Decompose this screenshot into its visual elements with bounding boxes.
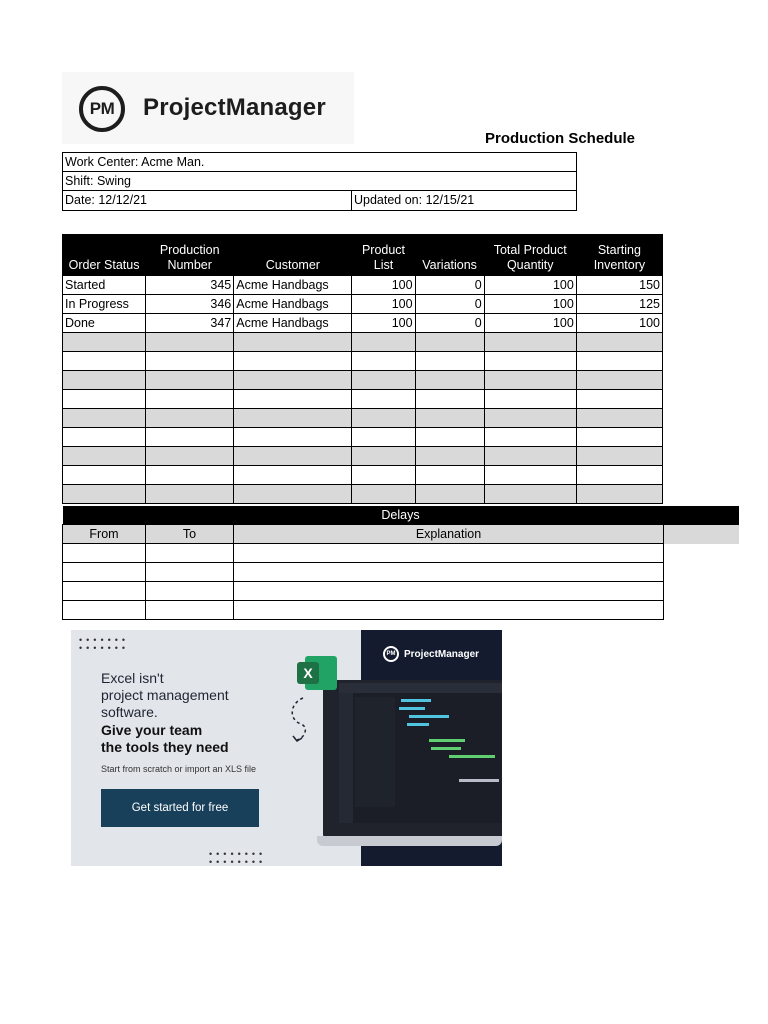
header-starting-inventory: Starting Inventory <box>576 235 662 276</box>
cell-empty[interactable] <box>484 428 576 447</box>
delays-cell[interactable] <box>63 563 146 582</box>
cell-empty[interactable] <box>576 409 662 428</box>
gantt-screenshot <box>339 683 502 823</box>
cell-empty[interactable] <box>484 333 576 352</box>
pm-logo-icon: PM <box>79 86 125 132</box>
table-row <box>63 314 663 333</box>
shift-cell[interactable] <box>62 171 577 191</box>
excel-icon <box>295 654 339 692</box>
cell-empty[interactable] <box>146 333 234 352</box>
cell-empty[interactable] <box>484 447 576 466</box>
cell-empty[interactable] <box>352 466 415 485</box>
cell-empty[interactable] <box>352 352 415 371</box>
cell-empty[interactable] <box>576 352 662 371</box>
table-row-empty <box>63 409 663 428</box>
cell-empty[interactable] <box>63 371 146 390</box>
delays-cell[interactable] <box>146 582 234 601</box>
delays-filler <box>664 582 739 601</box>
cell-empty[interactable] <box>234 352 352 371</box>
cell-empty[interactable] <box>146 447 234 466</box>
delays-cell[interactable] <box>63 582 146 601</box>
cell-empty[interactable] <box>234 333 352 352</box>
cell-empty[interactable] <box>415 352 484 371</box>
table-row-empty <box>63 390 663 409</box>
cell-customer[interactable]: Acme Handbags <box>234 314 352 333</box>
cell-empty[interactable] <box>352 447 415 466</box>
date-cell[interactable] <box>62 190 352 211</box>
banner-brand-name: ProjectManager <box>404 648 480 660</box>
delays-cell[interactable] <box>146 601 234 620</box>
delays-row <box>63 582 739 601</box>
cell-empty[interactable] <box>576 428 662 447</box>
delays-row <box>63 563 739 582</box>
promo-banner[interactable] <box>71 630 502 866</box>
delays-table <box>62 506 739 620</box>
cell-starting-inventory[interactable]: 125 <box>576 295 662 314</box>
delays-header-to: To <box>146 525 234 544</box>
table-row-empty <box>63 333 663 352</box>
cell-empty[interactable] <box>234 409 352 428</box>
cell-empty[interactable] <box>352 333 415 352</box>
svg-text:X: X <box>303 665 313 681</box>
cell-empty[interactable] <box>146 371 234 390</box>
cell-empty[interactable] <box>415 466 484 485</box>
header-order-status: Order Status <box>63 235 146 276</box>
cell-empty[interactable] <box>352 371 415 390</box>
cell-empty[interactable] <box>146 466 234 485</box>
dots-decoration: •••••••• •••••••• <box>209 849 267 866</box>
cell-empty[interactable] <box>234 485 352 504</box>
cell-empty[interactable] <box>63 447 146 466</box>
cell-variations[interactable]: 0 <box>415 314 484 333</box>
banner-line-2: project management <box>101 687 229 703</box>
table-row-empty <box>63 352 663 371</box>
cell-customer[interactable]: Acme Handbags <box>234 295 352 314</box>
cell-empty[interactable] <box>234 466 352 485</box>
cell-empty[interactable] <box>146 390 234 409</box>
table-row-empty <box>63 485 663 504</box>
table-row-empty <box>63 447 663 466</box>
cell-empty[interactable] <box>484 352 576 371</box>
cell-production-number[interactable]: 345 <box>146 276 234 295</box>
cell-product-list[interactable]: 100 <box>352 314 415 333</box>
banner-subtext: Start from scratch or import an XLS file <box>101 764 257 774</box>
laptop-base <box>317 836 502 846</box>
cell-empty[interactable] <box>576 333 662 352</box>
delays-cell[interactable] <box>146 544 234 563</box>
cell-empty[interactable] <box>146 485 234 504</box>
cell-empty[interactable] <box>484 466 576 485</box>
work-center-cell[interactable] <box>62 152 577 172</box>
banner-tagline <box>101 722 229 756</box>
delays-header-from: From <box>63 525 146 544</box>
header-variations: Variations <box>415 235 484 276</box>
cell-status[interactable]: Started <box>63 276 146 295</box>
cell-empty[interactable] <box>234 371 352 390</box>
cell-empty[interactable] <box>63 390 146 409</box>
delays-cell[interactable] <box>234 563 664 582</box>
production-table <box>62 234 663 504</box>
arrow-decoration <box>285 694 315 744</box>
header-customer: Customer <box>234 235 352 276</box>
table-row-empty <box>63 428 663 447</box>
cell-empty[interactable] <box>146 409 234 428</box>
table-row <box>63 295 663 314</box>
updated-text: Updated on: 12/15/21 <box>354 193 475 207</box>
cell-product-list[interactable]: 100 <box>352 295 415 314</box>
shift-text: Shift: Swing <box>65 174 132 188</box>
table-row-empty <box>63 371 663 390</box>
delays-cell[interactable] <box>234 582 664 601</box>
cell-customer[interactable]: Acme Handbags <box>234 276 352 295</box>
cell-empty[interactable] <box>234 390 352 409</box>
delays-cell[interactable] <box>146 563 234 582</box>
cell-empty[interactable] <box>576 371 662 390</box>
cell-starting-inventory[interactable]: 100 <box>576 314 662 333</box>
production-header-row <box>63 235 663 276</box>
cell-total-quantity[interactable]: 100 <box>484 314 576 333</box>
cell-status[interactable]: Done <box>63 314 146 333</box>
delays-filler <box>664 544 739 563</box>
cell-empty[interactable] <box>63 352 146 371</box>
cell-empty[interactable] <box>484 485 576 504</box>
cell-product-list[interactable]: 100 <box>352 276 415 295</box>
delays-header-explanation: Explanation <box>234 525 664 544</box>
cell-empty[interactable] <box>146 352 234 371</box>
banner-headline <box>101 670 229 721</box>
banner-bold-2: the tools they need <box>101 739 229 755</box>
get-started-button[interactable]: Get started for free <box>101 789 259 827</box>
cell-variations[interactable]: 0 <box>415 276 484 295</box>
cell-empty[interactable] <box>415 371 484 390</box>
cell-empty[interactable] <box>484 409 576 428</box>
delays-title: Delays <box>63 506 739 525</box>
banner-bold-1: Give your team <box>101 722 203 738</box>
cell-empty[interactable] <box>415 447 484 466</box>
cell-empty[interactable] <box>415 409 484 428</box>
cell-empty[interactable] <box>576 466 662 485</box>
cell-starting-inventory[interactable]: 150 <box>576 276 662 295</box>
table-row-empty <box>63 466 663 485</box>
cell-empty[interactable] <box>415 390 484 409</box>
delays-filler <box>664 601 739 620</box>
updated-cell[interactable] <box>351 190 577 211</box>
cell-total-quantity[interactable]: 100 <box>484 276 576 295</box>
delays-cell[interactable] <box>63 601 146 620</box>
cell-empty[interactable] <box>415 485 484 504</box>
cell-empty[interactable] <box>576 485 662 504</box>
cell-empty[interactable] <box>234 447 352 466</box>
cell-production-number[interactable]: 347 <box>146 314 234 333</box>
cell-empty[interactable] <box>234 428 352 447</box>
cell-production-number[interactable]: 346 <box>146 295 234 314</box>
cell-status[interactable]: In Progress <box>63 295 146 314</box>
cell-empty[interactable] <box>415 333 484 352</box>
cell-empty[interactable] <box>484 390 576 409</box>
cell-empty[interactable] <box>352 390 415 409</box>
delays-row <box>63 544 739 563</box>
banner-brand <box>383 646 479 662</box>
cell-empty[interactable] <box>352 409 415 428</box>
header-product-list: Product List <box>352 235 415 276</box>
cell-empty[interactable] <box>576 447 662 466</box>
delays-header-filler <box>664 525 739 544</box>
cell-empty[interactable] <box>63 466 146 485</box>
cell-empty[interactable] <box>352 485 415 504</box>
delays-row <box>63 601 739 620</box>
cell-empty[interactable] <box>63 409 146 428</box>
header-total-quantity: Total Product Quantity <box>484 235 576 276</box>
cell-variations[interactable]: 0 <box>415 295 484 314</box>
logo-name: ProjectManager <box>143 94 326 121</box>
banner-line-3: software. <box>101 704 158 720</box>
laptop-screen <box>339 683 502 823</box>
cell-empty[interactable] <box>63 485 146 504</box>
delays-filler <box>664 563 739 582</box>
delays-cell[interactable] <box>63 544 146 563</box>
table-row <box>63 276 663 295</box>
cell-empty[interactable] <box>146 428 234 447</box>
pm-logo-icon: PM <box>383 646 399 662</box>
dots-decoration: ••••••• ••••••• <box>79 635 130 653</box>
delays-cell[interactable] <box>234 544 664 563</box>
date-text: Date: 12/12/21 <box>65 193 148 207</box>
cell-empty[interactable] <box>352 428 415 447</box>
cell-empty[interactable] <box>484 371 576 390</box>
cell-empty[interactable] <box>576 390 662 409</box>
work-center-text: Work Center: Acme Man. <box>65 155 205 169</box>
cell-total-quantity[interactable]: 100 <box>484 295 576 314</box>
cell-empty[interactable] <box>415 428 484 447</box>
cell-empty[interactable] <box>63 428 146 447</box>
cell-empty[interactable] <box>63 333 146 352</box>
header-production-number: Production Number <box>146 235 234 276</box>
delays-header-row <box>63 525 739 544</box>
delays-cell[interactable] <box>234 601 664 620</box>
page-title: Production Schedule <box>485 130 636 147</box>
banner-line-1: Excel isn't <box>101 670 164 686</box>
